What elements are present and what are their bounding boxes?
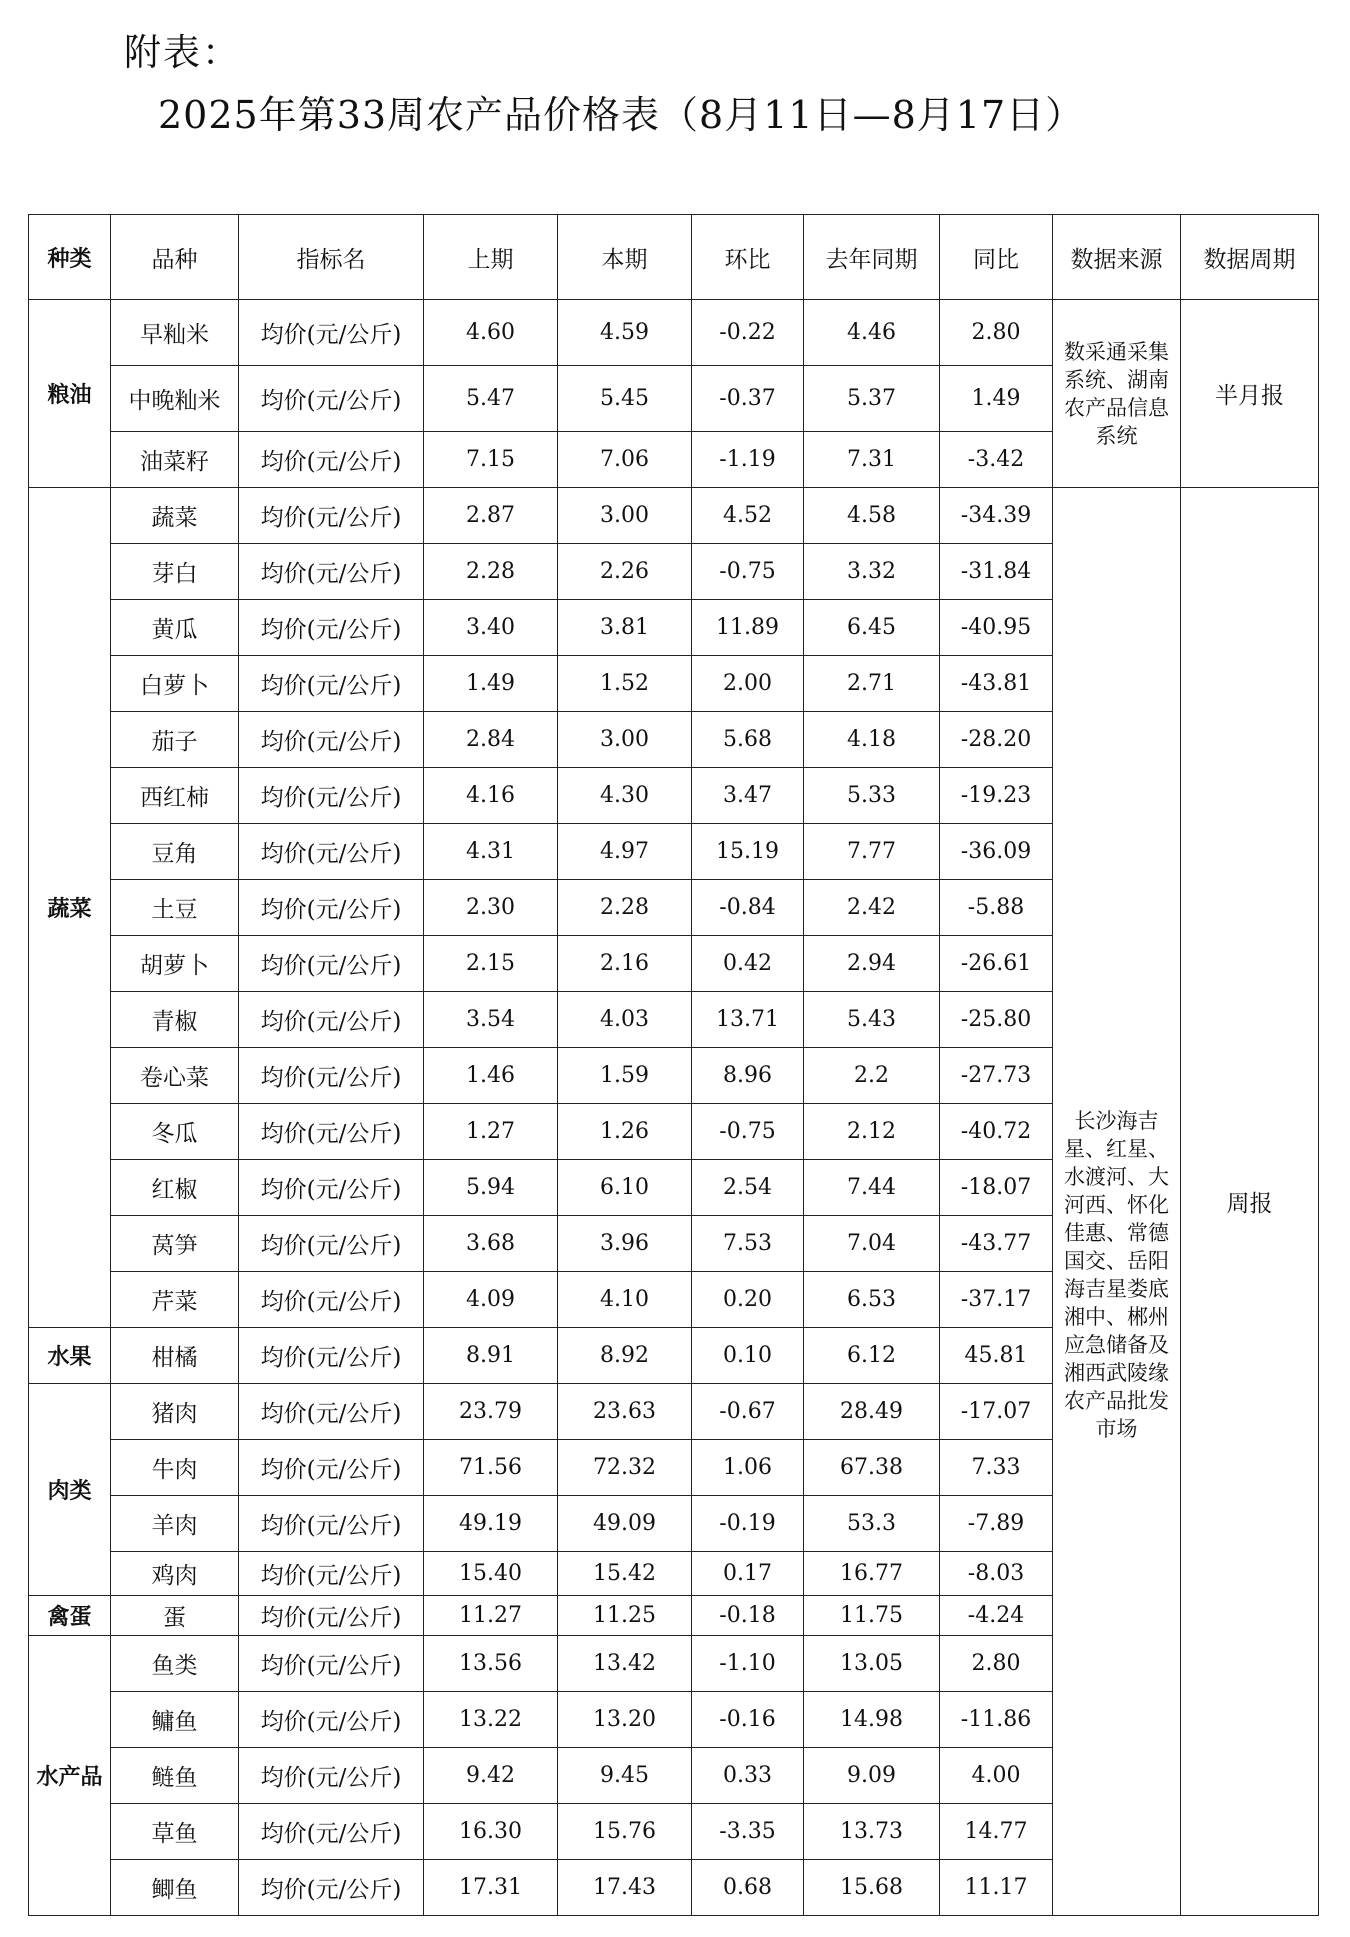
yoy-cell: -19.23	[940, 768, 1053, 824]
item-cell: 冬瓜	[111, 1104, 239, 1160]
prev-value-cell: 3.54	[424, 992, 558, 1048]
indicator-cell: 均价(元/公斤)	[239, 1596, 424, 1636]
curr-value-cell: 1.59	[558, 1048, 692, 1104]
curr-value-cell: 4.03	[558, 992, 692, 1048]
last-year-cell: 13.05	[804, 1636, 940, 1692]
indicator-cell: 均价(元/公斤)	[239, 488, 424, 544]
indicator-cell: 均价(元/公斤)	[239, 1272, 424, 1328]
indicator-cell: 均价(元/公斤)	[239, 1636, 424, 1692]
last-year-cell: 6.12	[804, 1328, 940, 1384]
curr-value-cell: 3.81	[558, 600, 692, 656]
yoy-cell: -11.86	[940, 1692, 1053, 1748]
mom-cell: -0.18	[692, 1596, 804, 1636]
yoy-cell: -40.95	[940, 600, 1053, 656]
item-cell: 蛋	[111, 1596, 239, 1636]
column-header: 环比	[692, 215, 804, 300]
yoy-cell: -31.84	[940, 544, 1053, 600]
yoy-cell: -26.61	[940, 936, 1053, 992]
item-cell: 早籼米	[111, 300, 239, 366]
indicator-cell: 均价(元/公斤)	[239, 432, 424, 488]
last-year-cell: 5.33	[804, 768, 940, 824]
last-year-cell: 6.45	[804, 600, 940, 656]
last-year-cell: 5.43	[804, 992, 940, 1048]
yoy-cell: 14.77	[940, 1804, 1053, 1860]
item-cell: 蔬菜	[111, 488, 239, 544]
mom-cell: 3.47	[692, 768, 804, 824]
column-header: 数据周期	[1181, 215, 1319, 300]
curr-value-cell: 9.45	[558, 1748, 692, 1804]
yoy-cell: 2.80	[940, 1636, 1053, 1692]
last-year-cell: 13.73	[804, 1804, 940, 1860]
curr-value-cell: 15.42	[558, 1552, 692, 1596]
indicator-cell: 均价(元/公斤)	[239, 1860, 424, 1916]
data-period-cell: 半月报	[1181, 300, 1319, 488]
mom-cell: -0.67	[692, 1384, 804, 1440]
indicator-cell: 均价(元/公斤)	[239, 936, 424, 992]
price-table	[28, 214, 1319, 1916]
category-cell: 水果	[29, 1328, 111, 1384]
mom-cell: 7.53	[692, 1216, 804, 1272]
column-header: 同比	[940, 215, 1053, 300]
prev-value-cell: 23.79	[424, 1384, 558, 1440]
item-cell: 鲫鱼	[111, 1860, 239, 1916]
column-header: 本期	[558, 215, 692, 300]
yoy-cell: -34.39	[940, 488, 1053, 544]
indicator-cell: 均价(元/公斤)	[239, 1384, 424, 1440]
item-cell: 土豆	[111, 880, 239, 936]
yoy-cell: -40.72	[940, 1104, 1053, 1160]
yoy-cell: 11.17	[940, 1860, 1053, 1916]
indicator-cell: 均价(元/公斤)	[239, 1692, 424, 1748]
last-year-cell: 67.38	[804, 1440, 940, 1496]
indicator-cell: 均价(元/公斤)	[239, 1804, 424, 1860]
item-cell: 鳙鱼	[111, 1692, 239, 1748]
item-cell: 芽白	[111, 544, 239, 600]
mom-cell: 0.10	[692, 1328, 804, 1384]
item-cell: 草鱼	[111, 1804, 239, 1860]
indicator-cell: 均价(元/公斤)	[239, 544, 424, 600]
category-cell: 蔬菜	[29, 488, 111, 1328]
data-source-cell: 长沙海吉星、红星、水渡河、大河西、怀化佳惠、常德国交、岳阳海吉星娄底湘中、郴州应急储备及湘西武陵缘农产品批发市场	[1053, 488, 1181, 1916]
category-cell: 禽蛋	[29, 1596, 111, 1636]
curr-value-cell: 4.30	[558, 768, 692, 824]
curr-value-cell: 17.43	[558, 1860, 692, 1916]
prev-value-cell: 11.27	[424, 1596, 558, 1636]
curr-value-cell: 1.52	[558, 656, 692, 712]
indicator-cell: 均价(元/公斤)	[239, 1048, 424, 1104]
item-cell: 鲢鱼	[111, 1748, 239, 1804]
curr-value-cell: 1.26	[558, 1104, 692, 1160]
item-cell: 黄瓜	[111, 600, 239, 656]
mom-cell: 4.52	[692, 488, 804, 544]
table-row	[29, 488, 1319, 544]
item-cell: 卷心菜	[111, 1048, 239, 1104]
last-year-cell: 4.46	[804, 300, 940, 366]
column-header: 品种	[111, 215, 239, 300]
page-title: 2025年第33周农产品价格表（8月11日—8月17日）	[158, 93, 1085, 137]
mom-cell: -0.84	[692, 880, 804, 936]
prev-value-cell: 16.30	[424, 1804, 558, 1860]
curr-value-cell: 2.16	[558, 936, 692, 992]
curr-value-cell: 13.42	[558, 1636, 692, 1692]
curr-value-cell: 49.09	[558, 1496, 692, 1552]
item-cell: 柑橘	[111, 1328, 239, 1384]
prev-value-cell: 2.15	[424, 936, 558, 992]
last-year-cell: 2.71	[804, 656, 940, 712]
mom-cell: 5.68	[692, 712, 804, 768]
curr-value-cell: 15.76	[558, 1804, 692, 1860]
item-cell: 胡萝卜	[111, 936, 239, 992]
mom-cell: -0.19	[692, 1496, 804, 1552]
category-cell: 肉类	[29, 1384, 111, 1596]
column-header: 数据来源	[1053, 215, 1181, 300]
yoy-cell: -36.09	[940, 824, 1053, 880]
prev-value-cell: 1.46	[424, 1048, 558, 1104]
prev-value-cell: 13.22	[424, 1692, 558, 1748]
item-cell: 羊肉	[111, 1496, 239, 1552]
last-year-cell: 6.53	[804, 1272, 940, 1328]
indicator-cell: 均价(元/公斤)	[239, 600, 424, 656]
yoy-cell: 1.49	[940, 366, 1053, 432]
indicator-cell: 均价(元/公斤)	[239, 712, 424, 768]
curr-value-cell: 11.25	[558, 1596, 692, 1636]
last-year-cell: 2.2	[804, 1048, 940, 1104]
prev-value-cell: 13.56	[424, 1636, 558, 1692]
yoy-cell: -43.77	[940, 1216, 1053, 1272]
prev-value-cell: 2.30	[424, 880, 558, 936]
column-header: 上期	[424, 215, 558, 300]
yoy-cell: 7.33	[940, 1440, 1053, 1496]
mom-cell: 0.17	[692, 1552, 804, 1596]
yoy-cell: -43.81	[940, 656, 1053, 712]
mom-cell: -0.22	[692, 300, 804, 366]
yoy-cell: -28.20	[940, 712, 1053, 768]
item-cell: 鸡肉	[111, 1552, 239, 1596]
prev-value-cell: 1.27	[424, 1104, 558, 1160]
yoy-cell: -17.07	[940, 1384, 1053, 1440]
item-cell: 红椒	[111, 1160, 239, 1216]
last-year-cell: 3.32	[804, 544, 940, 600]
prev-value-cell: 3.40	[424, 600, 558, 656]
curr-value-cell: 2.26	[558, 544, 692, 600]
item-cell: 油菜籽	[111, 432, 239, 488]
mom-cell: -1.19	[692, 432, 804, 488]
prev-value-cell: 4.60	[424, 300, 558, 366]
yoy-cell: -7.89	[940, 1496, 1053, 1552]
table-row	[29, 300, 1319, 366]
data-source-cell: 数采通采集系统、湖南农产品信息系统	[1053, 300, 1181, 488]
mom-cell: 0.33	[692, 1748, 804, 1804]
curr-value-cell: 4.10	[558, 1272, 692, 1328]
last-year-cell: 16.77	[804, 1552, 940, 1596]
mom-cell: -1.10	[692, 1636, 804, 1692]
table-header-row	[29, 215, 1319, 300]
curr-value-cell: 7.06	[558, 432, 692, 488]
indicator-cell: 均价(元/公斤)	[239, 366, 424, 432]
last-year-cell: 4.58	[804, 488, 940, 544]
prev-value-cell: 71.56	[424, 1440, 558, 1496]
yoy-cell: -27.73	[940, 1048, 1053, 1104]
last-year-cell: 5.37	[804, 366, 940, 432]
item-cell: 莴笋	[111, 1216, 239, 1272]
last-year-cell: 7.77	[804, 824, 940, 880]
last-year-cell: 15.68	[804, 1860, 940, 1916]
curr-value-cell: 2.28	[558, 880, 692, 936]
curr-value-cell: 23.63	[558, 1384, 692, 1440]
item-cell: 西红柿	[111, 768, 239, 824]
yoy-cell: -4.24	[940, 1596, 1053, 1636]
indicator-cell: 均价(元/公斤)	[239, 1216, 424, 1272]
prev-value-cell: 4.31	[424, 824, 558, 880]
yoy-cell: 45.81	[940, 1328, 1053, 1384]
data-period-cell: 周报	[1181, 488, 1319, 1916]
item-cell: 猪肉	[111, 1384, 239, 1440]
column-header: 种类	[29, 215, 111, 300]
yoy-cell: 4.00	[940, 1748, 1053, 1804]
indicator-cell: 均价(元/公斤)	[239, 992, 424, 1048]
prev-value-cell: 4.16	[424, 768, 558, 824]
curr-value-cell: 4.97	[558, 824, 692, 880]
prev-value-cell: 49.19	[424, 1496, 558, 1552]
prev-value-cell: 8.91	[424, 1328, 558, 1384]
indicator-cell: 均价(元/公斤)	[239, 1104, 424, 1160]
item-cell: 豆角	[111, 824, 239, 880]
mom-cell: -0.16	[692, 1692, 804, 1748]
column-header: 去年同期	[804, 215, 940, 300]
prev-value-cell: 1.49	[424, 656, 558, 712]
mom-cell: 8.96	[692, 1048, 804, 1104]
mom-cell: 11.89	[692, 600, 804, 656]
prev-value-cell: 5.47	[424, 366, 558, 432]
mom-cell: 0.42	[692, 936, 804, 992]
mom-cell: 0.20	[692, 1272, 804, 1328]
column-header: 指标名	[239, 215, 424, 300]
mom-cell: 0.68	[692, 1860, 804, 1916]
mom-cell: 2.54	[692, 1160, 804, 1216]
prev-value-cell: 15.40	[424, 1552, 558, 1596]
last-year-cell: 28.49	[804, 1384, 940, 1440]
indicator-cell: 均价(元/公斤)	[239, 880, 424, 936]
item-cell: 芹菜	[111, 1272, 239, 1328]
last-year-cell: 53.3	[804, 1496, 940, 1552]
mom-cell: -0.37	[692, 366, 804, 432]
mom-cell: 13.71	[692, 992, 804, 1048]
indicator-cell: 均价(元/公斤)	[239, 1496, 424, 1552]
last-year-cell: 7.31	[804, 432, 940, 488]
item-cell: 茄子	[111, 712, 239, 768]
prev-value-cell: 2.87	[424, 488, 558, 544]
curr-value-cell: 3.96	[558, 1216, 692, 1272]
last-year-cell: 9.09	[804, 1748, 940, 1804]
indicator-cell: 均价(元/公斤)	[239, 824, 424, 880]
category-cell: 粮油	[29, 300, 111, 488]
last-year-cell: 11.75	[804, 1596, 940, 1636]
table-body	[29, 300, 1319, 1916]
last-year-cell: 7.44	[804, 1160, 940, 1216]
category-cell: 水产品	[29, 1636, 111, 1916]
indicator-cell: 均价(元/公斤)	[239, 1748, 424, 1804]
last-year-cell: 2.12	[804, 1104, 940, 1160]
indicator-cell: 均价(元/公斤)	[239, 1328, 424, 1384]
mom-cell: -0.75	[692, 544, 804, 600]
yoy-cell: -25.80	[940, 992, 1053, 1048]
prev-value-cell: 3.68	[424, 1216, 558, 1272]
curr-value-cell: 6.10	[558, 1160, 692, 1216]
curr-value-cell: 8.92	[558, 1328, 692, 1384]
mom-cell: -0.75	[692, 1104, 804, 1160]
curr-value-cell: 72.32	[558, 1440, 692, 1496]
prev-value-cell: 9.42	[424, 1748, 558, 1804]
mom-cell: 2.00	[692, 656, 804, 712]
attachment-label: 附表：	[124, 31, 241, 74]
mom-cell: 1.06	[692, 1440, 804, 1496]
curr-value-cell: 4.59	[558, 300, 692, 366]
last-year-cell: 2.42	[804, 880, 940, 936]
yoy-cell: 2.80	[940, 300, 1053, 366]
prev-value-cell: 2.28	[424, 544, 558, 600]
curr-value-cell: 5.45	[558, 366, 692, 432]
prev-value-cell: 5.94	[424, 1160, 558, 1216]
item-cell: 鱼类	[111, 1636, 239, 1692]
item-cell: 中晚籼米	[111, 366, 239, 432]
prev-value-cell: 7.15	[424, 432, 558, 488]
item-cell: 青椒	[111, 992, 239, 1048]
indicator-cell: 均价(元/公斤)	[239, 1440, 424, 1496]
indicator-cell: 均价(元/公斤)	[239, 1160, 424, 1216]
curr-value-cell: 3.00	[558, 488, 692, 544]
indicator-cell: 均价(元/公斤)	[239, 768, 424, 824]
yoy-cell: -37.17	[940, 1272, 1053, 1328]
last-year-cell: 14.98	[804, 1692, 940, 1748]
prev-value-cell: 17.31	[424, 1860, 558, 1916]
indicator-cell: 均价(元/公斤)	[239, 656, 424, 712]
yoy-cell: -18.07	[940, 1160, 1053, 1216]
curr-value-cell: 3.00	[558, 712, 692, 768]
prev-value-cell: 2.84	[424, 712, 558, 768]
item-cell: 牛肉	[111, 1440, 239, 1496]
prev-value-cell: 4.09	[424, 1272, 558, 1328]
yoy-cell: -3.42	[940, 432, 1053, 488]
last-year-cell: 4.18	[804, 712, 940, 768]
mom-cell: -3.35	[692, 1804, 804, 1860]
last-year-cell: 7.04	[804, 1216, 940, 1272]
curr-value-cell: 13.20	[558, 1692, 692, 1748]
yoy-cell: -5.88	[940, 880, 1053, 936]
item-cell: 白萝卜	[111, 656, 239, 712]
mom-cell: 15.19	[692, 824, 804, 880]
last-year-cell: 2.94	[804, 936, 940, 992]
indicator-cell: 均价(元/公斤)	[239, 300, 424, 366]
yoy-cell: -8.03	[940, 1552, 1053, 1596]
indicator-cell: 均价(元/公斤)	[239, 1552, 424, 1596]
